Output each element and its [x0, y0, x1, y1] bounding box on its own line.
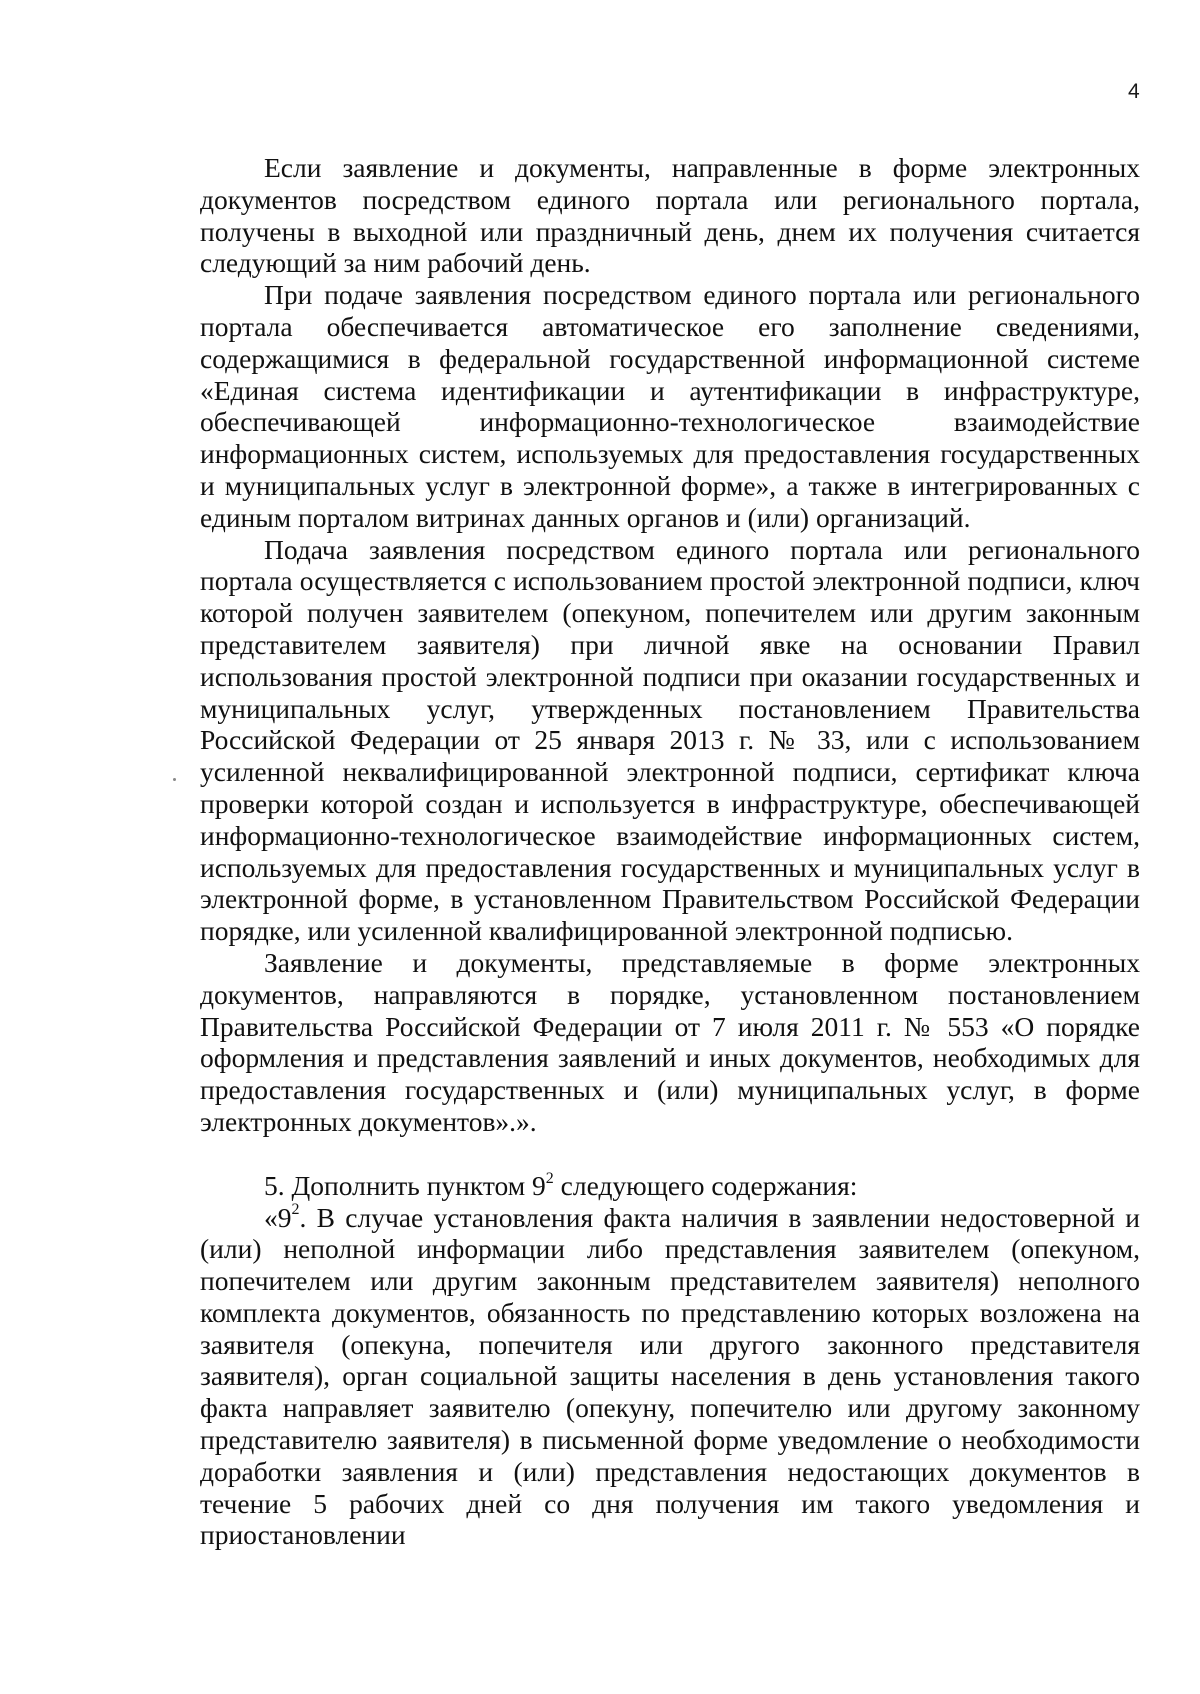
document-body [200, 152, 1140, 1551]
page-number: 4 [1128, 80, 1140, 103]
paragraph-electronic-receipt-date: Если заявление и документы, направленные в форме электронных документов посредством единого портала или регионального портала, получены в выходной или праздничный день, днем их получения считается следующий за ним рабочий день. [200, 152, 1140, 279]
paragraph-gap [200, 1138, 1140, 1170]
item-9-2-prefix: «9 [264, 1201, 292, 1233]
item-5-superscript: 2 [545, 1169, 554, 1187]
item-5-heading [200, 1170, 1140, 1202]
item-9-2-paragraph [200, 1202, 1140, 1552]
scan-speck [173, 778, 176, 781]
paragraph-electronic-documents-order: Заявление и документы, представляемые в форме электронных документов, направляются в порядке, установленном постановлением Правительства Российской Федерации от 7 июля 2011 г. № 553 «О порядке оформления и представления заявлений и иных документов, необходимых для предоставления государственных и (или) муниципальных услуг, в форме электронных документов».». [200, 946, 1140, 1137]
item-9-2-superscript: 2 [291, 1201, 300, 1219]
item-9-2-text: . В случае установления факта наличия в заявлении недостоверной и (или) неполной информации либо представления заявителем (опекуном, попечителем или другим законным представителем заявителя) неполного комплекта документов, обязанность по представлению которых возложена на заявителя (опекуна, попечителя или другого законного представителя заявителя), орган социальной защиты населения в день установления такого факта направляет заявителю (опекуну, попечителю или другому законному представителю заявителя) в письменной форме уведомление о необходимости доработки заявления и (или) представления недостающих документов в течение 5 рабочих дней со дня получения им такого уведомления и приостановлении [200, 1201, 1140, 1551]
item-5-prefix: 5. Дополнить пунктом 9 [264, 1169, 546, 1201]
paragraph-autofill-esia: При подаче заявления посредством единого портала или регионального портала обеспечивается автоматическое его заполнение сведениями, содержащимися в федеральной государственной информационной системе «Единая система идентификации и аутентификации в инфраструктуре, обеспечивающей информационно-технологическое взаимодействие информационных систем, используемых для предоставления государственных и муниципальных услуг в электронной форме», а также в интегрированных с единым порталом витринах данных органов и (или) организаций. [200, 279, 1140, 533]
paragraph-electronic-signature: Подача заявления посредством единого портала или регионального портала осуществляется с использованием простой электронной подписи, ключ которой получен заявителем (опекуном, попечителем или другим законным представителем заявителя) при личной явке на основании Правил использования простой электронной подписи при оказании государственных и муниципальных услуг, утвержденных постановлением Правительства Российской Федерации от 25 января 2013 г. № 33, или с использованием усиленной неквалифицированной электронной подписи, сертификат ключа проверки которой создан и используется в инфраструктуре, обеспечивающей информационно-технологическое взаимодействие информационных систем, используемых для предоставления государственных и муниципальных услуг в электронной форме, в установленном Правительством Российской Федерации порядке, или усиленной квалифицированной электронной подписью. [200, 533, 1140, 947]
item-5-suffix: следующего содержания: [553, 1169, 858, 1201]
